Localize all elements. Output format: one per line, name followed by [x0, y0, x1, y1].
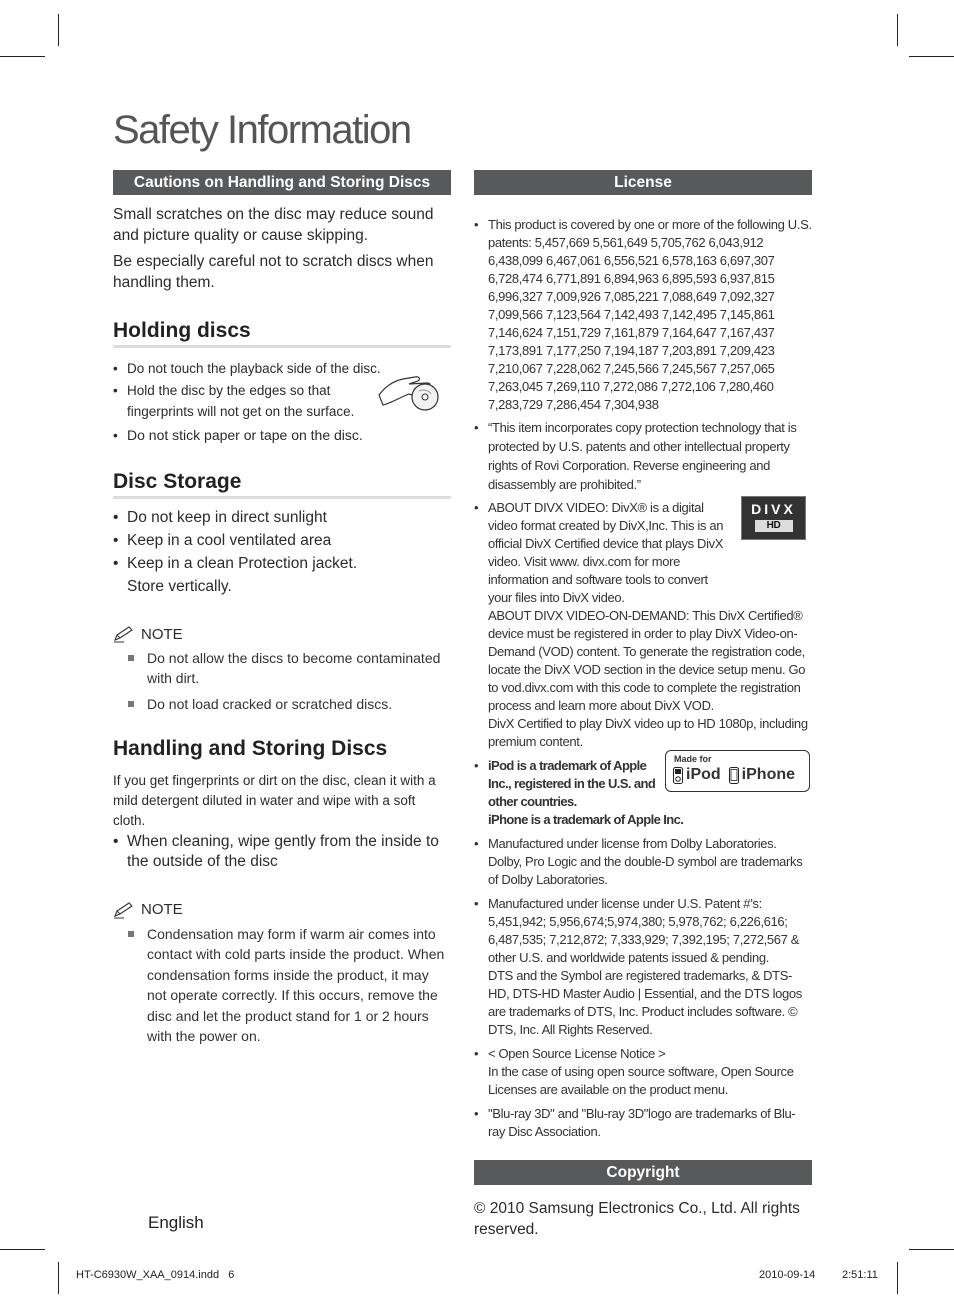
divx-logo-hd: HD [755, 520, 793, 532]
license-item [474, 754, 812, 829]
open-source-text: In the case of using open source software, Open Source Licenses are available on the product menu. [488, 1064, 794, 1097]
list-item-text: When cleaning, wipe gently from the inside to the outside of the disc [127, 832, 439, 870]
handling-paragraph: If you get fingerprints or dirt on the disc, clean it with a mild detergent diluted in water and wipe with a soft cloth. [113, 772, 436, 828]
iphone-icon [729, 767, 739, 784]
ipod-trademark-text: • iPod is a trademark of Apple Inc., registered in the U.S. and other countries. [488, 758, 656, 809]
made-for-label: Made for [674, 754, 712, 764]
list-item [113, 422, 451, 448]
right-column [474, 170, 812, 1240]
list-item [113, 552, 363, 598]
page-language: English [148, 1213, 204, 1232]
ipod-icon [673, 767, 683, 784]
note-item-text: Do not allow the discs to become contaminated with dirt. [147, 650, 441, 686]
cautions-paragraph: Small scratches on the disc may reduce sound and picture quality or cause skipping. [113, 206, 434, 244]
list-item [113, 506, 451, 529]
note-heading [113, 625, 451, 643]
list-item [113, 832, 451, 873]
crop-mark [0, 1249, 45, 1250]
footer-time: 2:51:11 [842, 1269, 878, 1281]
ipod-label: iPod [686, 766, 721, 783]
license-item [474, 895, 812, 1039]
disc-storage-title: Disc Storage [113, 470, 451, 499]
handling-list [113, 832, 451, 873]
license-item [474, 499, 812, 751]
license-item [474, 1105, 812, 1141]
list-item-text: Do not keep in direct sunlight [127, 509, 327, 526]
made-for-row [673, 766, 809, 784]
iphone-trademark-text: iPhone is a trademark of Apple Inc. [488, 812, 684, 827]
patents-text: This product is covered by one or more of the following U.S. patents: 5,457,669 5,561,649 5,705,762 6,043,912 6,438,099 6,467,061 6,556,521 6,578,163 6,697,307 6,728,474 6,771,891 6,894,963 6,895,593 6,937,815 6,996,327 7,009,926 7,085,221 7,088,649 7,092,327 7,099,566 7,123,564 7,142,493 7,142,495 7,145,861 7,146,624 7,151,729 7,161,879 7,164,647 7,167,437 7,173,891 7,177,250 7,194,187 7,203,891 7,209,423 7,210,067 7,228,062 7,245,566 7,245,567 7,257,065 7,263,045 7,269,110 7,272,086 7,272,106 7,280,460 7,283,729 7,286,454 7,304,938 [488, 217, 812, 412]
copy-protection-text: “This item incorporates copy protection technology that is protected by U.S. patents and other intellectual property rights of Rovi Corporation. Reverse engineering and disassembly are prohibited.” [488, 420, 797, 492]
crop-mark [58, 14, 59, 46]
note-list [113, 648, 451, 715]
page-title: Safety Information [113, 108, 411, 152]
cautions-paragraph: Be especially careful not to scratch discs when handling them. [113, 253, 434, 291]
dts-patent-text: • Manufactured under license under U.S. Patent #’s: 5,451,942; 5,956,674;5,974,380; 5,978,762; 6,226,616; 6,487,535; 7,212,872; 7,333,929; 7,392,195; 7,272,567 & other U.S. and worldwide patents issued & pending. [488, 896, 800, 965]
note-item [113, 924, 451, 1047]
note-label: NOTE [141, 901, 183, 918]
footer-date: 2010-09-14 [759, 1269, 816, 1281]
note-item-text: Condensation may form if warm air comes into contact with cold parts inside the product. When condensation forms inside the product, it may not operate correctly. If this occurs, remove the disc and let the product stand for 1 or 2 hours with the power on. [147, 925, 445, 1044]
license-item [474, 216, 812, 414]
copyright-text: © 2010 Samsung Electronics Co., Ltd. All rights reserved. [474, 1200, 800, 1238]
crop-mark [909, 56, 954, 57]
iphone-label: iPhone [741, 766, 796, 783]
dts-trademark-text: DTS and the Symbol are registered trademarks, & DTS-HD, DTS-HD Master Audio | Essential, and the DTS logos are trademarks of DTS, Inc. Product includes software. © DTS, Inc. All Rights Reserved. [488, 968, 802, 1037]
note-list [113, 924, 451, 1047]
note-item [113, 694, 451, 715]
list-item-text: Do not touch the playback side of the disc. [127, 361, 381, 376]
divx-hd-text: DivX Certified to play DivX video up to HD 1080p, including premium content. [488, 716, 808, 749]
cautions-header: Cautions on Handling and Storing Discs [113, 170, 451, 195]
divx-about-text: • ABOUT DIVX VIDEO: DivX® is a digital video format created by DivX,Inc. This is an official DivX Certified device that plays DivX video. Visit www. divx.com for more information and software tools to convert your files into DivX video. [488, 500, 724, 605]
note-item [113, 648, 451, 688]
storage-list [113, 506, 451, 598]
pencil-note-icon [113, 901, 137, 919]
license-item [474, 1045, 812, 1099]
list-item-text: Do not stick paper or tape on the disc. [127, 427, 363, 443]
list-item-text: Hold the disc by the edges so that fingerprints will not get on the surface. [127, 383, 355, 419]
divx-logo-text: DIVX [751, 501, 796, 517]
open-source-title: • < Open Source License Notice > [488, 1046, 666, 1061]
crop-mark [58, 1262, 59, 1294]
note-item-text: Do not load cracked or scratched discs. [147, 696, 393, 712]
hand-holding-disc-icon [375, 367, 447, 413]
holding-discs-title: Holding discs [113, 319, 451, 348]
crop-mark [897, 1262, 898, 1294]
pencil-note-icon [113, 625, 137, 643]
made-for-ipod-iphone-badge [665, 750, 810, 792]
holding-list-wrap [113, 357, 451, 448]
copyright-header: Copyright [474, 1160, 812, 1185]
crop-mark [897, 14, 898, 46]
list-item [113, 529, 451, 552]
list-item [113, 380, 362, 422]
divx-vod-text: ABOUT DIVX VIDEO-ON-DEMAND: This DivX Certified® device must be registered in order to play DivX Video-on-Demand (VOD) content. To generate the registration code, locate the DivX VOD section in the device setup menu. Go to vod.divx.com with this code to complete the registration process and learn more about DivX VOD. [488, 608, 806, 713]
dolby-text: Manufactured under license from Dolby Laboratories. Dolby, Pro Logic and the double-D symbol are trademarks of Dolby Laboratories. [488, 836, 803, 887]
note-heading [113, 901, 451, 919]
list-item-text: Keep in a cool ventilated area [127, 532, 332, 549]
license-item [474, 835, 812, 889]
crop-mark [909, 1249, 954, 1250]
crop-mark [0, 56, 45, 57]
list-item-text: Keep in a clean Protection jacket. Store vertically. [127, 555, 358, 595]
note-label: NOTE [141, 625, 183, 643]
bluray-text: "Blu-ray 3D" and "Blu-ray 3D"logo are trademarks of Blu-ray Disc Association. [488, 1106, 796, 1139]
handling-title: Handling and Storing Discs [113, 736, 388, 760]
license-header: License [474, 170, 812, 195]
left-column [113, 170, 451, 1047]
license-list [474, 216, 812, 1141]
license-item [474, 418, 812, 494]
footer-filename: HT-C6930W_XAA_0914.indd 6 [76, 1269, 235, 1281]
divx-hd-logo [741, 496, 806, 540]
